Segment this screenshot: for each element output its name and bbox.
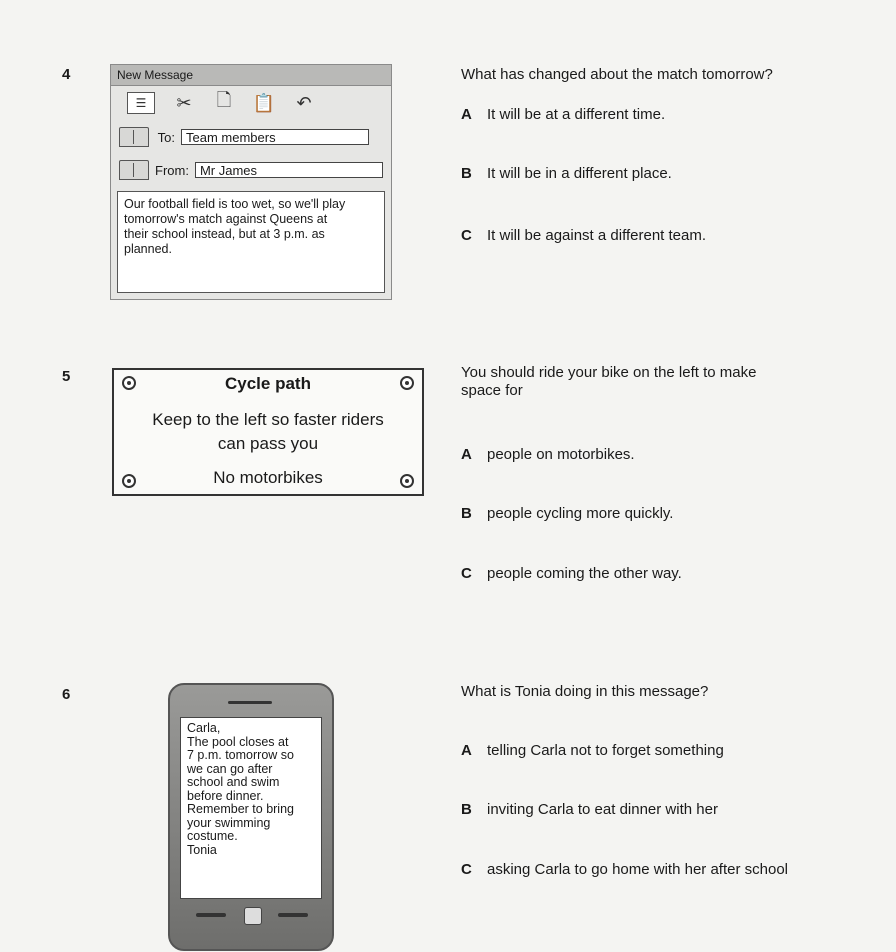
send-icon: ☰: [127, 92, 155, 114]
to-field: Team members: [181, 129, 369, 145]
undo-icon: ↶: [296, 92, 312, 113]
option-text: asking Carla to go home with her after school: [487, 861, 788, 878]
to-label: To:: [157, 129, 175, 145]
sms-line: your swimming: [187, 815, 271, 830]
email-titlebar: New Message: [111, 65, 391, 86]
option-letter: B: [461, 801, 472, 818]
email-to-row: [119, 127, 369, 147]
option-letter: A: [461, 742, 472, 759]
address-book-icon: [119, 127, 149, 147]
email-window: [110, 64, 392, 300]
sign-line-3: No motorbikes: [213, 468, 323, 487]
option-text: It will be in a different place.: [487, 165, 672, 182]
question-5-text: [461, 364, 821, 400]
email-toolbar: [119, 89, 391, 117]
option-6a[interactable]: [461, 742, 861, 760]
sign-line-2: can pass you: [217, 434, 319, 453]
home-button-icon: [244, 907, 262, 925]
email-body: [117, 191, 385, 293]
copy-icon: 🗋: [216, 90, 232, 110]
question-5-line-2: space for: [461, 382, 523, 399]
question-4-text: What has changed about the match tomorrow?: [461, 66, 773, 83]
option-4a[interactable]: [461, 106, 861, 124]
from-field: Mr James: [195, 162, 383, 178]
option-4b[interactable]: [461, 165, 861, 183]
option-letter: C: [461, 227, 472, 244]
option-4c[interactable]: [461, 227, 861, 245]
sms-line: Tonia: [187, 842, 217, 857]
option-letter: A: [461, 106, 472, 123]
call-button-icon: [196, 913, 226, 917]
option-letter: C: [461, 861, 472, 878]
question-number-6: 6: [62, 686, 71, 703]
cycle-path-sign: [112, 368, 424, 496]
question-number-4: 4: [62, 66, 71, 83]
mobile-phone: [168, 683, 334, 951]
option-text: It will be against a different team.: [487, 227, 707, 244]
question-5-line-1: You should ride your bike on the left to make: [461, 364, 757, 381]
address-book-icon: [119, 160, 149, 180]
email-body-line: their school instead, but at 3 p.m. as: [124, 227, 325, 241]
option-6c[interactable]: [461, 861, 881, 879]
email-body-line: tomorrow's match against Queens at: [124, 212, 328, 226]
sign-title: Cycle path: [225, 374, 311, 393]
option-5b[interactable]: [461, 505, 861, 523]
from-label: From:: [155, 162, 189, 178]
option-text: people coming the other way.: [487, 565, 682, 582]
option-text: inviting Carla to eat dinner with her: [487, 801, 718, 818]
sms-line: Carla,: [187, 721, 221, 735]
option-text: It will be at a different time.: [487, 106, 666, 123]
speaker-icon: [228, 701, 272, 704]
email-body-line: planned.: [124, 242, 172, 256]
sms-line: 7 p.m. tomorrow so: [187, 748, 294, 762]
sms-line: The pool closes at: [187, 734, 289, 749]
option-5c[interactable]: [461, 565, 861, 583]
sms-line: we can go after: [187, 761, 273, 776]
sms-line: school and swim: [187, 775, 280, 789]
option-5a[interactable]: [461, 446, 861, 464]
cut-icon: ✂: [176, 92, 192, 113]
question-number-5: 5: [62, 368, 71, 385]
email-from-row: [119, 160, 383, 180]
sign-line-1: Keep to the left so faster riders: [152, 410, 384, 429]
option-text: telling Carla not to forget something: [487, 742, 724, 759]
option-letter: B: [461, 505, 472, 522]
sms-line: before dinner.: [187, 788, 264, 803]
option-6b[interactable]: [461, 801, 861, 819]
sms-screen: [180, 717, 322, 899]
option-letter: C: [461, 565, 472, 582]
option-letter: A: [461, 446, 472, 463]
paste-icon: 📋: [252, 92, 276, 113]
question-6-text: What is Tonia doing in this message?: [461, 683, 709, 700]
sms-line: costume.: [187, 829, 238, 843]
sms-line: Remember to bring: [187, 802, 294, 816]
option-letter: B: [461, 165, 472, 182]
end-call-button-icon: [278, 913, 308, 917]
option-text: people cycling more quickly.: [487, 505, 674, 522]
option-text: people on motorbikes.: [487, 446, 635, 463]
email-body-line: Our football field is too wet, so we'll play: [124, 197, 346, 211]
